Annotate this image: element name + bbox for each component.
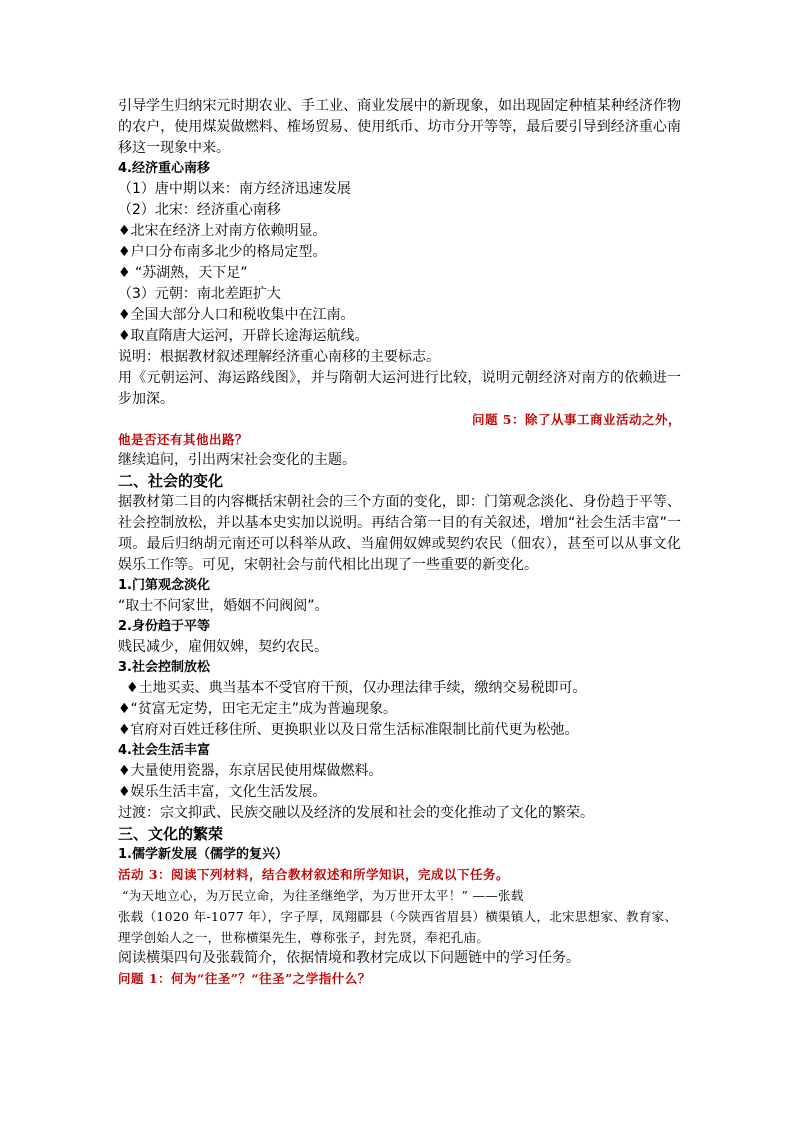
document-body bbox=[118, 96, 681, 989]
section-4-line: ♦ “苏湖熟，天下足” bbox=[118, 265, 248, 281]
part-2-subheading-4: 4.社会生活丰富 bbox=[118, 743, 210, 758]
part-2-subheading-3: 3.社会控制放松 bbox=[118, 660, 210, 675]
part-2-text-1: “取士不问家世，婚姻不问阀阅”。 bbox=[118, 598, 329, 614]
task-instruction: 阅读横渠四句及张载简介，依据情境和教材完成以下问题链中的学习任务。 bbox=[118, 950, 580, 966]
section-4-heading: 4.经济重心南移 bbox=[118, 161, 210, 176]
section-4-line: （1）唐中期以来：南方经济迅速发展 bbox=[118, 181, 351, 197]
part-2-subheading-1: 1.门第观念淡化 bbox=[118, 578, 210, 593]
part-2-bullet: ♦官府对百姓迁移住所、更换职业以及日常生活标准限制比前代更为松弛。 bbox=[118, 722, 579, 738]
part-3-heading: 三、文化的繁荣 bbox=[118, 825, 224, 843]
part-2-heading: 二、社会的变化 bbox=[118, 472, 224, 490]
question-5-line-1: 问题 5：除了从事工商业活动之外， bbox=[471, 412, 681, 427]
part-2-text-2: 贱民减少，雇佣奴婢，契约农民。 bbox=[118, 639, 328, 655]
transition-text: 过渡：宗文抑武、民族交融以及经济的发展和社会的变化推动了文化的繁荣。 bbox=[118, 805, 594, 821]
section-4-line: ♦取直隋唐大运河，开辟长途海运航线。 bbox=[118, 328, 369, 344]
part-2-bullet: ♦土地买卖、典当基本不受官府干预，仅办理法律手续，缴纳交易税即可。 bbox=[126, 680, 587, 696]
part-2-intro: 据教材第二目的内容概括宋朝社会的三个方面的变化，即：门第观念淡化、身份趋于平等、社会控制放松，并以基本史实加以说明。再结合第一目的有关叙述，增加“社会生活丰富”一项。最后归纳胡元南还可以科举从政、当雇佣奴婢或契约农民（佃农），甚至可以从事文化娱乐工作等。可见，宋朝社会与前代相比出现了一些重要的新变化。 bbox=[118, 494, 681, 573]
part-2-bullet: ♦“贫富无定势，田宅无定主”成为普遍现象。 bbox=[118, 701, 398, 717]
section-4-line: ♦北宋在经济上对南方依赖明显。 bbox=[118, 223, 327, 239]
section-4-line: 用《元朝运河、海运路线图》，并与隋朝大运河进行比较，说明元朝经济对南方的依赖进一步加深。 bbox=[118, 370, 681, 407]
intro-paragraph: 引导学生归纳宋元时期农业、手工业、商业发展中的新现象，如出现固定种植某种经济作物的农户，使用煤炭做燃料、榷场贸易、使用纸币、坊市分开等等，最后要引导到经济重心南移这一现象中来。 bbox=[118, 98, 681, 156]
part-2-subheading-2: 2.身份趋于平等 bbox=[118, 619, 210, 634]
part-2-bullet: ♦娱乐生活丰富，文化生活发展。 bbox=[118, 784, 327, 800]
part-3-subheading-1: 1.儒学新发展（儒学的复兴） bbox=[118, 847, 288, 862]
section-4-line: （3）元朝：南北差距扩大 bbox=[118, 286, 281, 302]
follow-up-text: 继续追问，引出两宋社会变化的主题。 bbox=[118, 452, 356, 468]
activity-3-instruction: 活动 3：阅读下列材料，结合教材叙述和所学知识，完成以下任务。 bbox=[118, 867, 510, 882]
section-4-line: 说明：根据教材叙述理解经济重心南移的主要标志。 bbox=[118, 349, 440, 365]
section-4-line: （2）北宋：经济重心南移 bbox=[118, 202, 281, 218]
section-4-line: ♦全国大部分人口和税收集中在江南。 bbox=[118, 307, 355, 323]
zhang-zai-quote: “为天地立心，为万民立命，为往圣继绝学，为万世开太平！” ——张载 bbox=[122, 888, 524, 903]
section-4-line: ♦户口分布南多北少的格局定型。 bbox=[118, 244, 327, 260]
question-1: 问题 1：何为“往圣”？“往圣”之学指什么？ bbox=[118, 971, 371, 986]
question-5-line-2: 他是否还有其他出路？ bbox=[118, 432, 249, 447]
part-2-bullet: ♦大量使用瓷器，东京居民使用煤做燃料。 bbox=[118, 763, 383, 779]
zhang-zai-bio: 张载（1020 年-1077 年），字子厚，凤翔郿县（今陕西省眉县）横渠镇人，北宋思想家、教育家、理学创始人之一，世称横渠先生，尊称张子，封先贤，奉祀孔庙。 bbox=[118, 909, 678, 945]
